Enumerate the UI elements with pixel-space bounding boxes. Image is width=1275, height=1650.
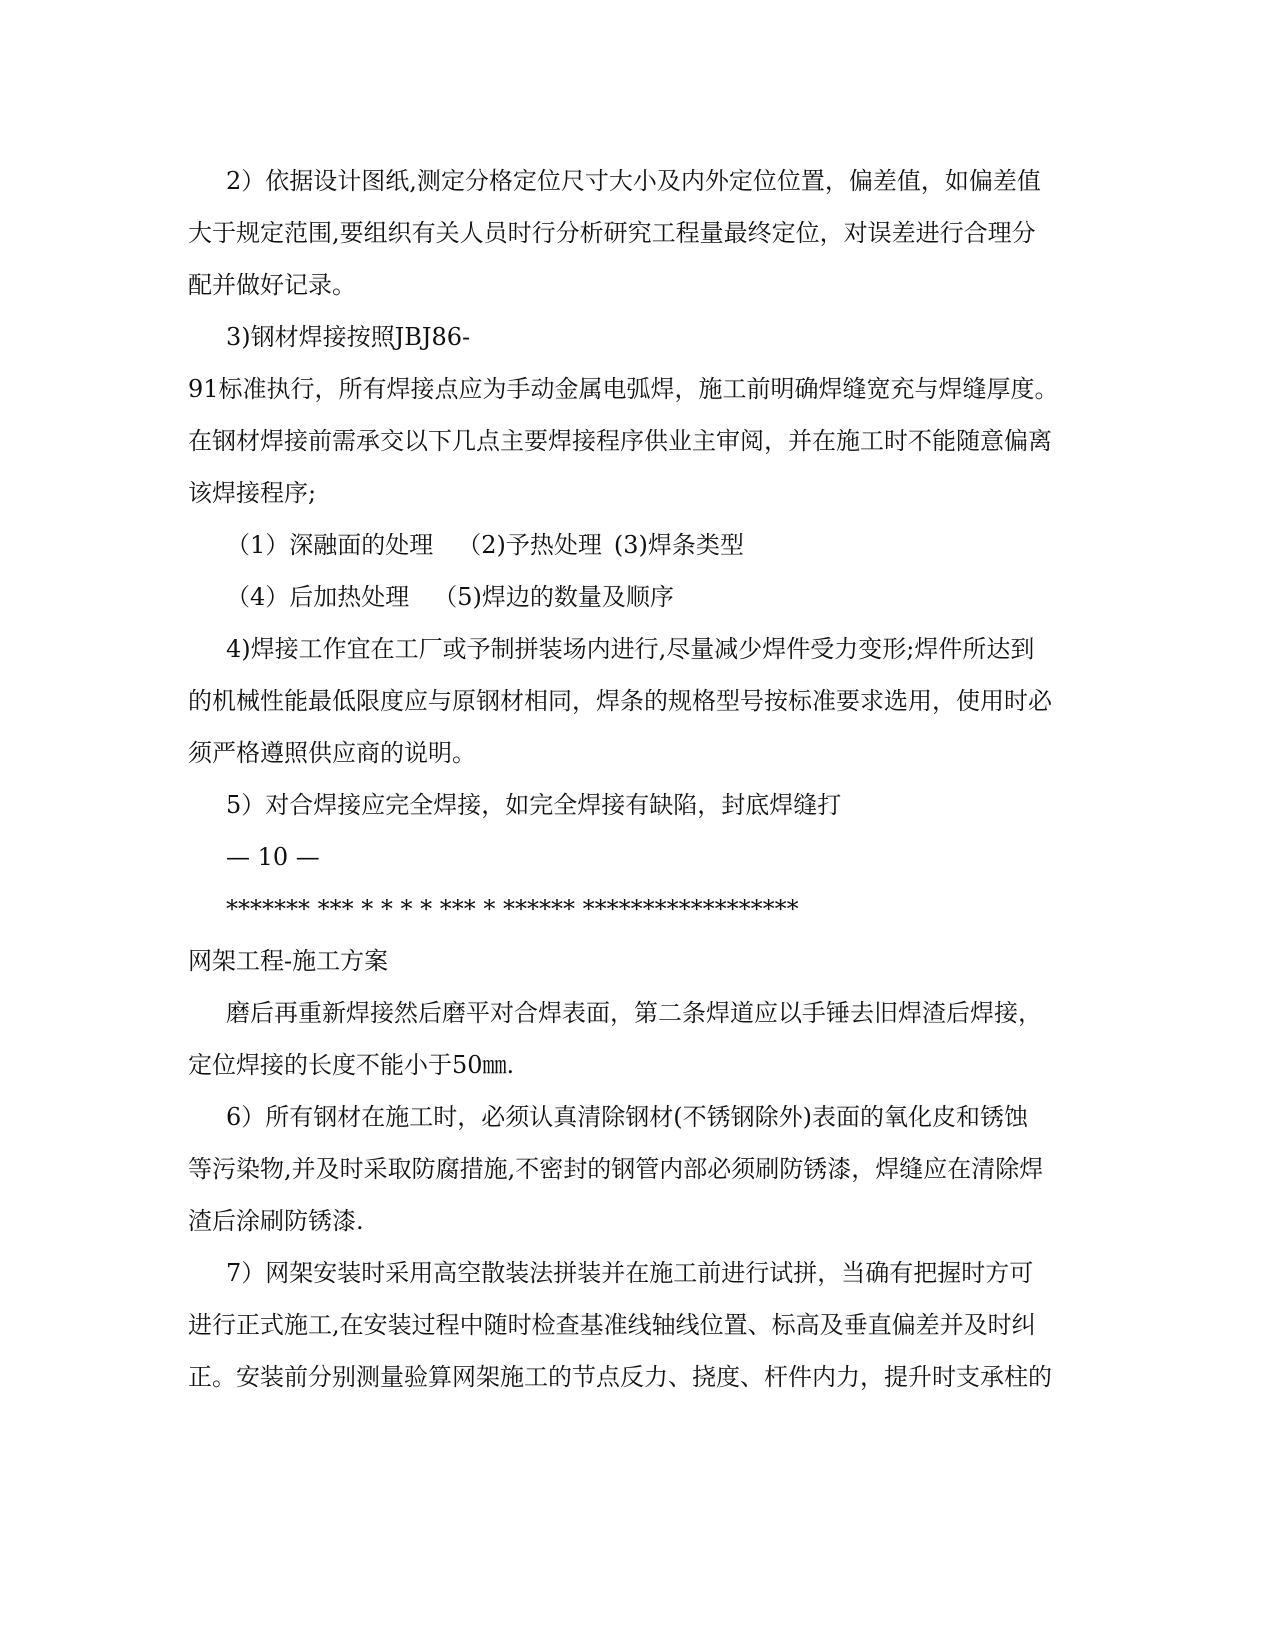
paragraph-line: 在钢材焊接前需承交以下几点主要焊接程序供业主审阅，并在施工时不能随意偏离: [188, 427, 1052, 455]
weld-procedure-item: (3)焊条类型: [613, 531, 744, 559]
paragraph-line: 渣后涂刷防锈漆.: [188, 1207, 364, 1235]
paragraph-line: 进行正式施工,在安装过程中随时检查基准线轴线位置、标高及垂直偏差并及时纠: [188, 1311, 1036, 1339]
weld-procedure-item: （5)焊边的数量及顺序: [433, 583, 674, 611]
weld-procedure-item: （1）深融面的处理: [226, 531, 434, 559]
paragraph-line: 磨后再重新焊接然后磨平对合焊表面，第二条焊道应以手锤去旧焊渣后焊接，: [226, 999, 1042, 1027]
weld-procedure-list-row: [0, 582, 1275, 612]
paragraph-line: 4)焊接工作宜在工厂或予制拼装场内进行,尽量减少焊件受力变形;焊件所达到: [226, 635, 1035, 663]
paragraph-line: 6）所有钢材在施工时，必须认真清除钢材(不锈钢除外)表面的氧化皮和锈蚀: [226, 1103, 1028, 1131]
page-number: — 10 —: [226, 843, 320, 871]
paragraph-line: 须严格遵照供应商的说明。: [188, 739, 476, 767]
paragraph-line: 2）依据设计图纸,测定分格定位尺寸大小及内外定位位置，偏差值，如偏差值: [226, 167, 1041, 195]
separator-asterisks: ******* *** * * * * *** * ****** ******************: [226, 895, 799, 923]
paragraph-line: 91标准执行，所有焊接点应为手动金属电弧焊，施工前明确焊缝宽充与焊缝厚度。: [188, 375, 1059, 403]
paragraph-line: 大于规定范围,要组织有关人员时行分析研究工程量最终定位，对误差进行合理分: [188, 219, 1036, 247]
running-header: 网架工程-施工方案: [188, 947, 389, 975]
paragraph-line: 定位焊接的长度不能小于50㎜.: [188, 1051, 515, 1079]
weld-procedure-list-row: [0, 530, 1275, 560]
paragraph-line: 的机械性能最低限度应与原钢材相同，焊条的规格型号按标准要求选用，使用时必: [188, 687, 1052, 715]
paragraph-line: 5）对合焊接应完全焊接，如完全焊接有缺陷，封底焊缝打: [226, 791, 842, 819]
weld-procedure-item: （2)予热处理: [457, 531, 602, 559]
weld-procedure-item: （4）后加热处理: [226, 583, 410, 611]
paragraph-line: 3)钢材焊接按照JBJ86-: [226, 323, 471, 351]
paragraph-line: 7）网架安装时采用高空散装法拼装并在施工前进行试拼，当确有把握时方可: [226, 1259, 1034, 1287]
paragraph-line: 该焊接程序;: [188, 479, 317, 507]
paragraph-line: 等污染物,并及时采取防腐措施,不密封的钢管内部必须刷防锈漆，焊缝应在清除焊: [188, 1155, 1044, 1183]
paragraph-line: 配并做好记录。: [188, 271, 356, 299]
paragraph-line: 正。安装前分别测量验算网架施工的节点反力、挠度、杆件内力，提升时支承柱的: [188, 1363, 1052, 1391]
